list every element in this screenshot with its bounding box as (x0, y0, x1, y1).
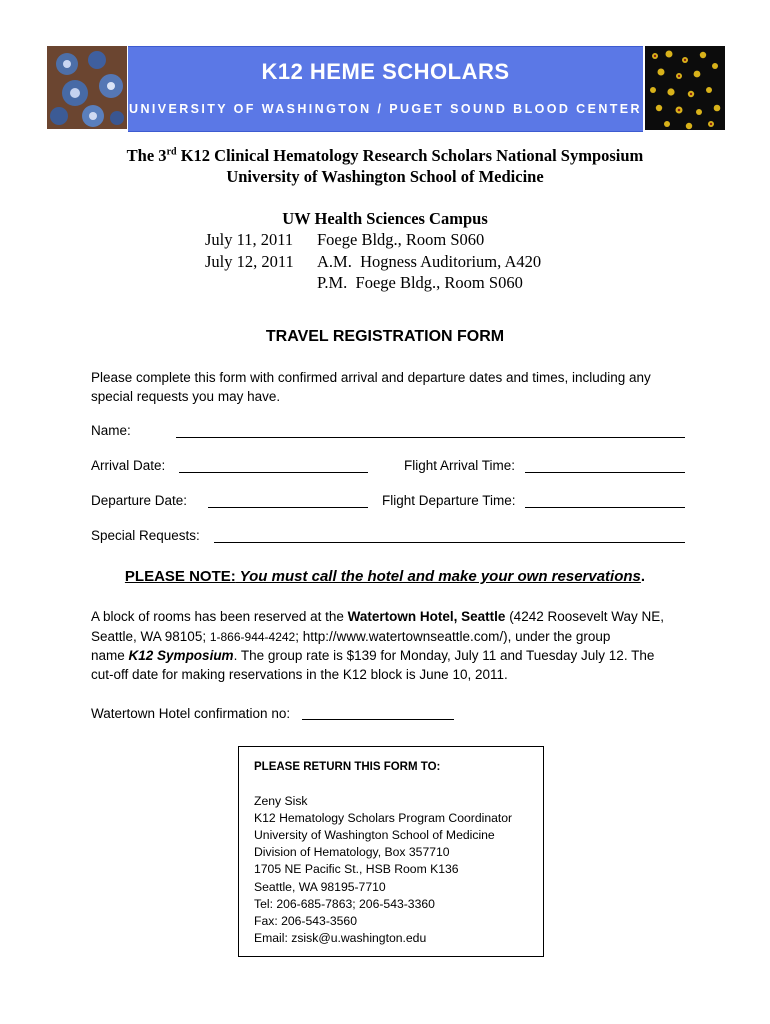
schedule-location-2: A.M. Hogness Auditorium, A420 (317, 252, 542, 271)
hotel-line-3-a: name (91, 648, 129, 663)
please-note (0, 568, 770, 585)
symposium-title-rest: K12 Clinical Hematology Research Scholars National Symposium (176, 146, 644, 165)
arrival-date-label: Arrival Date: (91, 458, 166, 473)
return-address-box (238, 746, 544, 957)
hotel-line-4: cut-off date for making reservations in the K12 block is June 10, 2011. (91, 667, 508, 682)
return-line-1: Zeny Sisk (254, 794, 308, 808)
hotel-line-3 (91, 646, 654, 666)
schedule-date-2: July 12, 2011 (205, 252, 294, 271)
departure-date-field[interactable] (208, 507, 368, 508)
hotel-line-1-a: A block of rooms has been reserved at the (91, 609, 348, 624)
confirmation-field[interactable] (302, 719, 454, 720)
confirmation-label: Watertown Hotel confirmation no: (91, 706, 291, 721)
please-note-suffix: . (640, 568, 646, 585)
form-intro-line-2: special requests you may have. (91, 389, 281, 404)
schedule-location-1: Foege Bldg., Room S060 (317, 230, 485, 249)
cell-micrograph-left (47, 46, 127, 129)
group-name: K12 Symposium (128, 648, 234, 663)
symposium-title (0, 146, 770, 166)
hotel-line-2 (91, 627, 610, 648)
hotel-line-1 (91, 607, 664, 627)
return-line-2: K12 Hematology Scholars Program Coordinator (254, 811, 513, 825)
departure-date-label: Departure Date: (91, 493, 188, 508)
hotel-line-2-a: Seattle, WA 98105; (91, 629, 210, 644)
schedule-date-1: July 11, 2011 (205, 230, 294, 249)
hotel-phone: 1-866-944-4242 (209, 630, 296, 644)
return-email[interactable]: Email: zsisk@u.washington.edu (254, 931, 427, 945)
return-line-5: 1705 NE Pacific St., HSB Room K136 (254, 862, 459, 876)
name-field[interactable] (176, 437, 685, 438)
flight-departure-time-label: Flight Departure Time: (382, 493, 516, 508)
campus-name: UW Health Sciences Campus (282, 209, 488, 228)
symposium-title-prefix: The 3 (126, 146, 167, 165)
cell-micrograph-right (645, 46, 725, 130)
return-line-3: University of Washington School of Medicine (254, 828, 495, 842)
flight-departure-time-field[interactable] (525, 507, 685, 508)
schedule-location-3: P.M. Foege Bldg., Room S060 (317, 273, 523, 292)
hotel-line-1-b: (4242 Roosevelt Way NE, (505, 609, 665, 624)
name-label: Name: (91, 423, 131, 438)
form-title: TRAVEL REGISTRATION FORM (265, 328, 505, 345)
return-line-4: Division of Hematology, Box 357710 (254, 845, 450, 859)
banner-title: K12 HEME SCHOLARS (261, 59, 510, 84)
hotel-name: Watertown Hotel, Seattle (347, 609, 506, 624)
banner-subtitle: UNIVERSITY OF WASHINGTON / PUGET SOUND BLOOD CENTER (129, 102, 642, 116)
return-line-8: Fax: 206-543-3560 (254, 914, 357, 928)
header-banner (128, 46, 643, 132)
arrival-date-field[interactable] (179, 472, 368, 473)
return-line-7: Tel: 206-685-7863; 206-543-3360 (254, 897, 435, 911)
special-requests-label: Special Requests: (91, 528, 200, 543)
please-note-prefix: PLEASE NOTE: (124, 568, 236, 585)
hotel-line-2-b: ; http://www.watertownseattle.com/), under the group (295, 629, 611, 644)
symposium-title-sup: rd (166, 146, 177, 158)
return-line-6: Seattle, WA 98195-7710 (254, 880, 386, 894)
school-name: University of Washington School of Medicine (226, 167, 544, 186)
special-requests-field[interactable] (214, 542, 685, 543)
flight-arrival-time-field[interactable] (525, 472, 685, 473)
form-intro-line-1: Please complete this form with confirmed arrival and departure dates and times, including any (91, 370, 651, 385)
return-heading: PLEASE RETURN THIS FORM TO: (254, 761, 441, 773)
cell-micrograph-left-art (47, 46, 127, 129)
hotel-line-3-b: . The group rate is $139 for Monday, July 11 and Tuesday July 12. The (233, 648, 655, 663)
cell-micrograph-right-art (645, 46, 725, 130)
please-note-text: You must call the hotel and make your own reservations (235, 568, 641, 585)
flight-arrival-time-label: Flight Arrival Time: (404, 458, 516, 473)
